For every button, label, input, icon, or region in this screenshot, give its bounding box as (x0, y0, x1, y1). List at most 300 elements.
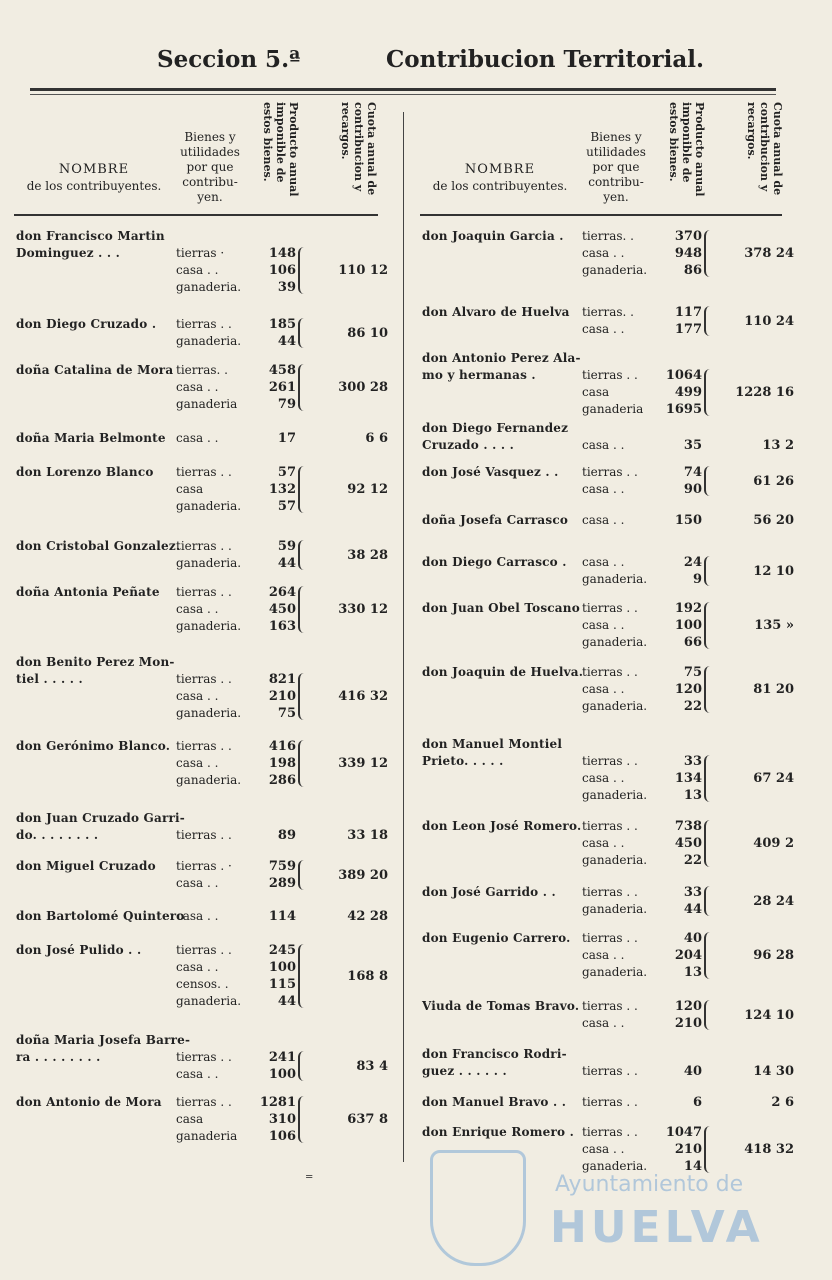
column-separator (403, 112, 404, 1162)
property-line (176, 584, 296, 601)
brace-icon (704, 755, 710, 802)
property-line (582, 1124, 702, 1141)
property-lines (582, 930, 702, 981)
property-lines (176, 1049, 296, 1083)
property-line (582, 554, 702, 571)
property-lines (582, 437, 702, 454)
cuota-total: 83 4 (356, 1058, 388, 1074)
property-line (582, 835, 702, 852)
property-value: 192 (674, 601, 702, 616)
brace-icon (704, 932, 710, 979)
contributor-name: don José Pulido . . (16, 943, 142, 957)
cuota-total: 42 28 (347, 909, 388, 924)
brace-icon (704, 230, 710, 277)
property-kind: ganaderia. (176, 280, 242, 294)
property-value: 1064 (665, 368, 702, 383)
property-kind: casa (176, 482, 204, 496)
property-kind: casa . . (582, 246, 625, 260)
property-value: 89 (277, 828, 296, 843)
cuota-total: 38 28 (347, 547, 388, 563)
cuota-total: 14 30 (753, 1064, 794, 1079)
property-lines (176, 538, 296, 572)
property-line (176, 379, 296, 396)
property-line (582, 787, 702, 804)
property-line (582, 464, 702, 481)
property-line (176, 538, 296, 555)
property-value: 75 (277, 706, 296, 721)
coat-of-arms-icon (430, 1150, 526, 1266)
contributor-name: doña Maria Josefa Barre- ra . . . . . . . . (16, 1033, 191, 1064)
contributor-name: don Manuel Bravo . . (422, 1095, 567, 1109)
property-line (176, 827, 296, 844)
cuota-total: 378 24 (744, 246, 794, 261)
property-value: 114 (268, 909, 296, 924)
contributor-name: don Bartolomé Quintero (16, 909, 185, 923)
header-rule (30, 88, 776, 91)
cuota-total: 13 2 (762, 438, 794, 453)
property-line (176, 430, 296, 447)
property-value: 759 (268, 859, 296, 874)
property-line (582, 964, 702, 981)
contributor-name: don Lorenzo Blanco (16, 465, 154, 479)
property-value: 44 (277, 994, 296, 1009)
watermark-line2: HUELVA (550, 1202, 764, 1253)
property-value: 44 (277, 556, 296, 571)
property-value: 264 (268, 585, 296, 600)
property-value: 9 (692, 572, 702, 587)
property-kind: ganaderia. (176, 706, 242, 720)
property-kind: tierras . . (582, 1125, 638, 1139)
property-lines (582, 512, 702, 529)
cuota-total: 135 » (754, 618, 794, 633)
contributor-name: don Joaquin Garcia . (422, 229, 564, 243)
property-lines (176, 738, 296, 789)
property-kind: ganaderia. (582, 572, 648, 586)
contributor-name: don Diego Carrasco . (422, 555, 567, 569)
cuota-total: 339 12 (338, 756, 388, 771)
header-bienes-line: utilidades (586, 145, 646, 159)
property-line (582, 571, 702, 588)
property-lines (176, 858, 296, 892)
property-lines (582, 884, 702, 918)
header-bienes-line: utilidades (180, 145, 240, 159)
brace-icon (298, 364, 304, 411)
property-value: 289 (268, 876, 296, 891)
contributor-name: doña Maria Belmonte (16, 431, 166, 445)
property-value: 57 (277, 465, 296, 480)
property-kind: ganaderia. (176, 556, 242, 570)
property-value: 198 (268, 756, 296, 771)
property-kind: ganaderia (176, 397, 238, 411)
property-line (176, 333, 296, 350)
property-kind: casa . . (582, 438, 625, 452)
property-value: 458 (268, 363, 296, 378)
property-kind: ganaderia. (582, 699, 648, 713)
property-value: 150 (674, 513, 702, 528)
header-nombre-title: NOMBRE (464, 162, 536, 177)
property-kind: ganaderia (176, 1129, 238, 1143)
cuota-total: 12 10 (753, 563, 794, 579)
property-line (582, 228, 702, 245)
property-line (176, 1066, 296, 1083)
property-lines (582, 998, 702, 1032)
property-line (176, 772, 296, 789)
property-line (176, 738, 296, 755)
property-value: 245 (268, 943, 296, 958)
property-value: 416 (268, 739, 296, 754)
property-value: 210 (674, 1016, 702, 1031)
property-line (582, 512, 702, 529)
header-bienes-line: por que (186, 160, 234, 174)
section-label: Seccion 5.ª (157, 46, 301, 73)
brace-icon (298, 740, 304, 787)
running-head (0, 40, 832, 80)
property-line (582, 818, 702, 835)
property-line (582, 304, 702, 321)
property-value: 450 (268, 602, 296, 617)
header-bienes-line: contribu- (182, 175, 238, 189)
property-value: 1695 (665, 402, 702, 417)
property-lines (176, 671, 296, 722)
header-nombre (420, 162, 580, 194)
property-kind: tierras . . (176, 585, 232, 599)
page-title: Contribucion Territorial. (386, 46, 705, 73)
property-value: 100 (268, 1067, 296, 1082)
property-kind: casa . . (582, 948, 625, 962)
property-kind: casa . . (176, 431, 219, 445)
property-kind: tierras . . (582, 1095, 638, 1109)
contributor-name: don Francisco Rodri- guez . . . . . . (422, 1047, 567, 1078)
cuota-total: 124 10 (744, 1007, 794, 1023)
property-kind: tierras. . (582, 229, 634, 243)
property-value: 17 (277, 431, 296, 446)
property-value: 120 (674, 999, 702, 1014)
property-line (582, 664, 702, 681)
property-lines (582, 367, 702, 418)
property-line (582, 245, 702, 262)
contributor-name: don Joaquin de Huelva. (422, 665, 584, 679)
property-lines (582, 818, 702, 869)
property-kind: ganaderia. (582, 902, 648, 916)
property-kind: ganaderia (582, 402, 644, 416)
property-value: 35 (683, 438, 702, 453)
property-lines (176, 464, 296, 515)
property-lines (582, 1094, 702, 1111)
contributor-name: don Benito Perez Mon- tiel . . . . . (16, 655, 175, 686)
property-line (176, 959, 296, 976)
property-value: 24 (683, 555, 702, 570)
property-value: 44 (683, 902, 702, 917)
property-value: 33 (683, 754, 702, 769)
property-lines (582, 554, 702, 588)
property-line (176, 976, 296, 993)
property-kind: tierras . . (176, 465, 232, 479)
property-value: 66 (683, 635, 702, 650)
property-kind: tierras . . (582, 999, 638, 1013)
property-value: 117 (674, 305, 702, 320)
property-value: 59 (277, 539, 296, 554)
property-lines (582, 753, 702, 804)
property-kind: tierras . . (582, 1064, 638, 1078)
brace-icon (298, 673, 304, 720)
property-line (582, 1094, 702, 1111)
property-line (176, 279, 296, 296)
property-kind: tierras . . (582, 819, 638, 833)
contributor-name: don Juan Cruzado Garri- do. . . . . . . . (16, 811, 185, 842)
header-nombre-title: NOMBRE (58, 162, 130, 177)
property-lines (176, 430, 296, 447)
cuota-total: 2 6 (771, 1095, 794, 1110)
property-line (582, 852, 702, 869)
header-bienes-line: yen. (603, 190, 629, 204)
property-line (176, 464, 296, 481)
contributor-name: doña Josefa Carrasco (422, 513, 569, 527)
property-kind: tierras . . (582, 465, 638, 479)
property-lines (176, 362, 296, 413)
property-line (176, 1049, 296, 1066)
property-line (582, 401, 702, 418)
brace-icon (298, 944, 304, 1008)
property-line (582, 947, 702, 964)
property-line (176, 1111, 296, 1128)
property-value: 79 (277, 397, 296, 412)
property-kind: casa . . (176, 756, 219, 770)
property-kind: casa . . (582, 482, 625, 496)
property-line (176, 705, 296, 722)
property-value: 100 (674, 618, 702, 633)
property-line (582, 770, 702, 787)
property-lines (582, 228, 702, 279)
brace-icon (298, 586, 304, 633)
property-line (582, 617, 702, 634)
header-bienes (580, 130, 652, 205)
property-line (582, 901, 702, 918)
cuota-total: 81 20 (753, 682, 794, 697)
brace-icon (704, 886, 710, 916)
property-line (176, 942, 296, 959)
contributor-name: don Leon José Romero. (422, 819, 582, 833)
property-line (582, 681, 702, 698)
property-line (176, 362, 296, 379)
property-line (582, 1063, 702, 1080)
property-line (582, 884, 702, 901)
property-value: 204 (674, 948, 702, 963)
property-line (176, 1128, 296, 1145)
brace-icon (704, 556, 710, 586)
property-lines (176, 1094, 296, 1145)
header-producto: Producto anual imponible de estos bienes. (261, 102, 300, 197)
property-value: 132 (268, 482, 296, 497)
property-line (582, 698, 702, 715)
watermark-line1: Ayuntamiento de (555, 1172, 744, 1197)
property-value: 39 (277, 280, 296, 295)
cuota-total: 1228 16 (735, 385, 794, 400)
property-kind: tierras · (176, 246, 225, 260)
property-value: 241 (268, 1050, 296, 1065)
property-line (582, 437, 702, 454)
property-kind: casa . . (582, 771, 625, 785)
property-line (582, 600, 702, 617)
property-value: 74 (683, 465, 702, 480)
property-line (582, 384, 702, 401)
property-value: 370 (674, 229, 702, 244)
property-line (582, 481, 702, 498)
property-line (176, 498, 296, 515)
footer-mark: = (305, 1172, 314, 1183)
property-line (176, 316, 296, 333)
property-kind: ganaderia. (582, 1159, 648, 1173)
contributor-name: don Enrique Romero . (422, 1125, 574, 1139)
property-kind: ganaderia. (176, 619, 242, 633)
property-lines (582, 1063, 702, 1080)
property-value: 163 (268, 619, 296, 634)
property-value: 450 (674, 836, 702, 851)
property-value: 1281 (259, 1095, 296, 1110)
contributor-name: doña Antonia Peñate (16, 585, 160, 599)
contributor-name: don Miguel Cruzado (16, 859, 156, 873)
property-value: 13 (683, 965, 702, 980)
property-value: 134 (674, 771, 702, 786)
property-lines (176, 827, 296, 844)
property-lines (176, 908, 296, 925)
property-kind: tierras . · (176, 859, 232, 873)
property-line (176, 262, 296, 279)
property-line (176, 481, 296, 498)
property-value: 13 (683, 788, 702, 803)
property-kind: ganaderia. (176, 334, 242, 348)
property-kind: tierras . . (176, 739, 232, 753)
left-table-header (14, 100, 384, 216)
brace-icon (298, 318, 304, 348)
cuota-total: 418 32 (744, 1142, 794, 1157)
property-line (176, 858, 296, 875)
brace-icon (704, 666, 710, 713)
property-value: 210 (268, 689, 296, 704)
property-kind: tierras . . (176, 943, 232, 957)
property-value: 22 (683, 853, 702, 868)
cuota-total: 33 18 (347, 828, 388, 843)
property-value: 310 (268, 1112, 296, 1127)
property-value: 499 (674, 385, 702, 400)
cuota-total: 92 12 (347, 482, 388, 497)
property-value: 86 (683, 263, 702, 278)
contributor-name: don Juan Obel Toscano (422, 601, 580, 615)
property-value: 120 (674, 682, 702, 697)
property-line (176, 875, 296, 892)
property-value: 40 (683, 1064, 702, 1079)
contributor-name: don Alvaro de Huelva (422, 305, 570, 319)
cuota-total: 389 20 (338, 867, 388, 883)
brace-icon (298, 247, 304, 294)
property-line (582, 321, 702, 338)
contributor-name: don José Vasquez . . (422, 465, 559, 479)
cuota-total: 637 8 (347, 1112, 388, 1127)
property-kind: casa (176, 1112, 204, 1126)
property-kind: casa . . (582, 1142, 625, 1156)
property-line (582, 930, 702, 947)
property-kind: ganaderia. (582, 788, 648, 802)
property-line (176, 618, 296, 635)
brace-icon (704, 602, 710, 649)
cuota-total: 61 26 (753, 473, 794, 489)
header-bienes-line: contribu- (588, 175, 644, 189)
property-kind: ganaderia. (176, 773, 242, 787)
property-value: 33 (683, 885, 702, 900)
header-cuota: Cuota anual de contribucion y recargos. (339, 102, 378, 196)
property-lines (176, 316, 296, 350)
property-kind: casa . . (582, 618, 625, 632)
property-value: 90 (683, 482, 702, 497)
property-kind: casa . . (176, 960, 219, 974)
contributor-name: don José Garrido . . (422, 885, 556, 899)
property-value: 22 (683, 699, 702, 714)
property-kind: casa (582, 385, 610, 399)
property-line (176, 1094, 296, 1111)
property-value: 6 (692, 1095, 702, 1110)
property-kind: tierras . . (582, 665, 638, 679)
brace-icon (298, 860, 304, 890)
header-producto: Producto anual imponible de estos bienes. (667, 102, 706, 197)
right-header-rule (420, 214, 782, 216)
contributor-name: don Antonio de Mora (16, 1095, 162, 1109)
property-kind: ganaderia. (582, 853, 648, 867)
property-value: 1047 (665, 1125, 702, 1140)
brace-icon (298, 1096, 304, 1143)
property-kind: tierras . . (582, 754, 638, 768)
property-kind: ganaderia. (582, 263, 648, 277)
property-kind: casa . . (176, 602, 219, 616)
property-value: 75 (683, 665, 702, 680)
contributor-name: don Manuel Montiel Prieto. . . . . (422, 737, 563, 768)
contributor-name: don Francisco Martin Dominguez . . . (16, 229, 165, 260)
property-kind: tierras. . (582, 305, 634, 319)
property-kind: casa . . (176, 263, 219, 277)
property-kind: tierras . . (176, 672, 232, 686)
property-kind: tierras. . (176, 363, 228, 377)
property-value: 177 (674, 322, 702, 337)
property-value: 286 (268, 773, 296, 788)
property-kind: tierras . . (176, 1095, 232, 1109)
property-kind: tierras . . (176, 539, 232, 553)
property-kind: casa . . (582, 836, 625, 850)
property-kind: casa . . (176, 689, 219, 703)
brace-icon (704, 820, 710, 867)
property-line (582, 998, 702, 1015)
property-line (582, 753, 702, 770)
property-value: 185 (268, 317, 296, 332)
property-line (176, 555, 296, 572)
property-value: 115 (268, 977, 296, 992)
contributor-name: don Cristobal Gonzalez. (16, 539, 181, 553)
property-kind: tierras . . (176, 1050, 232, 1064)
header-bienes-line: yen. (197, 190, 223, 204)
header-bienes-line: por que (592, 160, 640, 174)
cuota-total: 168 8 (347, 968, 388, 984)
property-kind: ganaderia. (176, 499, 242, 513)
property-value: 210 (674, 1142, 702, 1157)
property-line (582, 634, 702, 651)
header-nombre-sub: de los contribuyentes. (26, 179, 162, 193)
brace-icon (704, 306, 710, 336)
cuota-total: 300 28 (338, 380, 388, 395)
property-kind: tierras . . (176, 828, 232, 842)
property-value: 44 (277, 334, 296, 349)
brace-icon (704, 369, 710, 416)
cuota-total: 110 24 (744, 313, 794, 329)
contributor-name: doña Catalina de Mora (16, 363, 174, 377)
contributor-name: don Diego Fernandez Cruzado . . . . (422, 421, 569, 452)
property-kind: tierras . . (582, 601, 638, 615)
